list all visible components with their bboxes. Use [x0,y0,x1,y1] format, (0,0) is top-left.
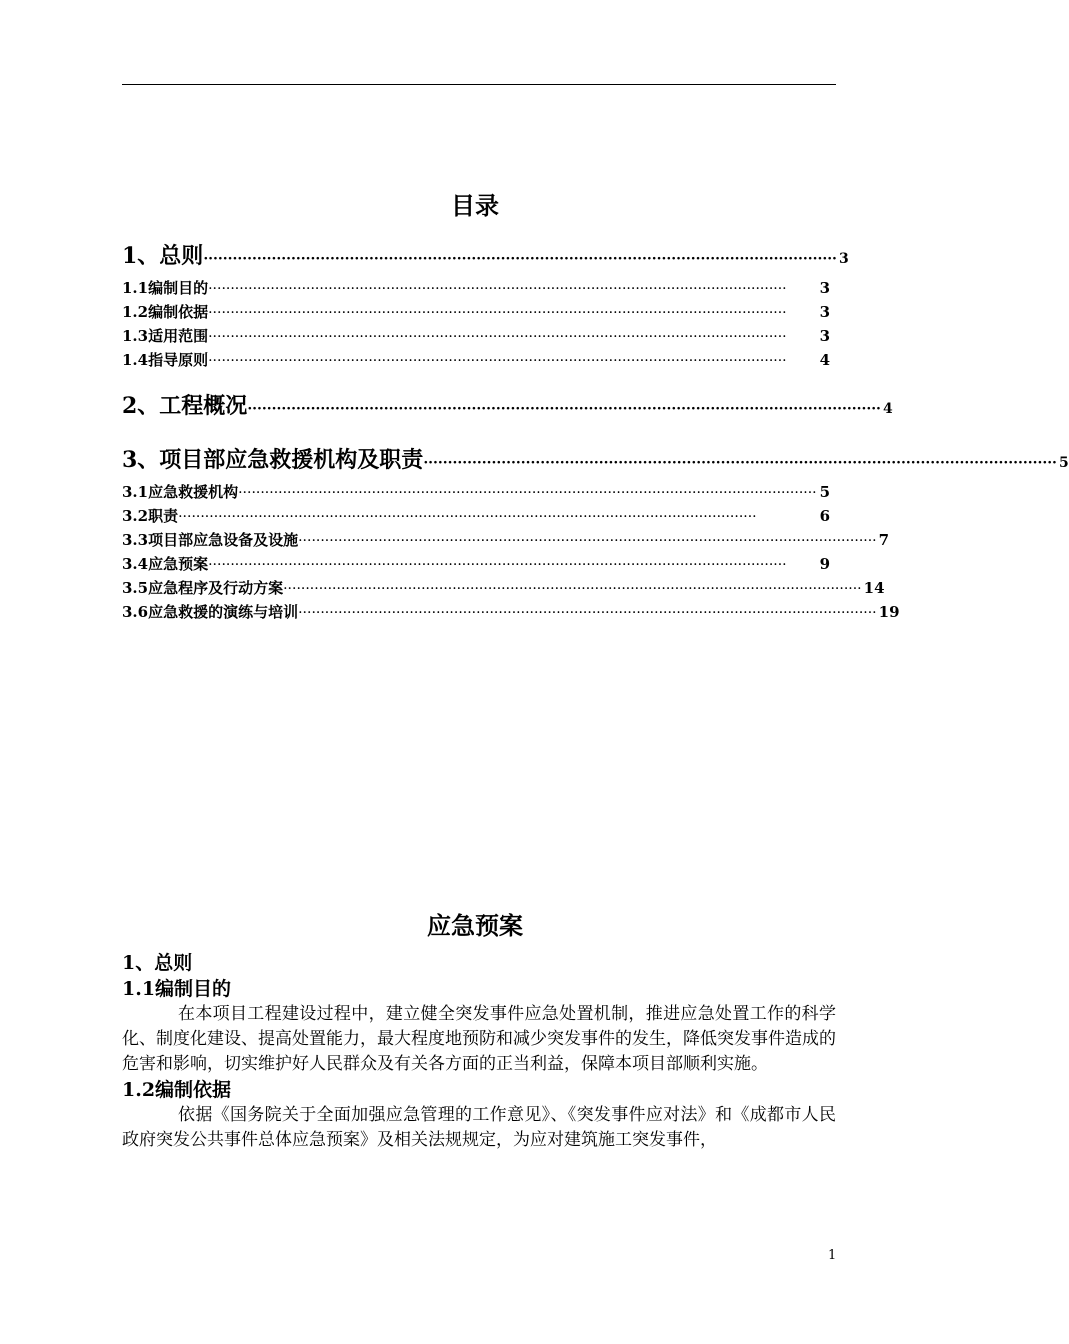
document-title: 应急预案 [427,911,523,940]
table-of-contents [122,232,1069,624]
toc-title: 目录 [451,191,499,220]
toc-leader: ·································································································································· [247,401,881,417]
toc-entry-label: 3.4应急预案 [122,555,209,573]
header-rule [122,84,836,85]
toc-leader: ·································································································································· [298,533,877,549]
toc-leader: ·································································································································· [208,557,787,573]
toc-entry-label: 1.2编制依据 [122,303,209,321]
toc-entry-label: 3.1应急救援机构 [122,483,239,501]
toc-entry-page: 9 [819,555,830,573]
toc-entry-page: 5 [819,483,830,501]
toc-entry-label: 1.1编制目的 [122,279,209,297]
toc-entry-page: 3 [819,279,830,297]
toc-entry[interactable] [122,552,830,576]
toc-leader: ·································································································································· [178,509,757,525]
toc-entry-page: 19 [878,603,900,621]
toc-entry-label: 3.5应急程序及行动方案 [122,579,284,597]
toc-entry[interactable] [122,276,830,300]
toc-entry[interactable] [122,236,849,276]
paragraph: 依据《国务院关于全面加强应急管理的工作意见》、《突发事件应对法》和《成都市人民政府突发公共事件总体应急预案》及相关法规规定，为应对建筑施工突发事件， [122,1105,836,1150]
toc-entry-page: 3 [819,303,830,321]
toc-entry-label: 3.3项目部应急设备及设施 [122,531,299,549]
toc-entry-page: 3 [838,251,849,267]
toc-leader: ·································································································································· [298,605,877,621]
toc-leader: ·································································································································· [208,329,787,345]
toc-entry[interactable] [122,440,1069,480]
toc-entry-page: 4 [882,401,893,417]
toc-entry[interactable] [122,504,830,528]
toc-entry[interactable] [122,348,830,372]
toc-leader: ·································································································································· [208,305,787,321]
toc-leader: ·································································································································· [203,251,837,267]
subsection-heading: 1.1编制目的 [122,978,232,1000]
toc-leader: ·································································································································· [208,281,787,297]
toc-entry-label: 1.4指导原则 [122,351,209,369]
paragraph: 在本项目工程建设过程中，建立健全突发事件应急处置机制，推进应急处置工作的科学化、制度化建设、提高处置能力，最大程度地预防和减少突发事件的发生，降低突发事件造成的危害和影响，切实维护好人民群众及有关各方面的正当利益，保障本项目部顺利实施。 [122,1004,836,1074]
toc-leader: ·································································································································· [423,455,1057,471]
toc-entry-page: 14 [863,579,885,597]
toc-entry-page: 3 [819,327,830,345]
toc-entry[interactable] [122,300,830,324]
subsection-heading: 1.2编制依据 [122,1079,232,1101]
toc-leader: ·································································································································· [208,353,787,369]
toc-entry-page: 4 [819,351,830,369]
toc-leader: ·································································································································· [283,581,862,597]
toc-entry-label: 2、工程概况 [122,393,248,419]
toc-entry-label: 1.3适用范围 [122,327,209,345]
toc-leader: ·································································································································· [238,485,817,501]
document-body [122,950,836,1153]
toc-entry-label: 3.6应急救援的演练与培训 [122,603,299,621]
toc-entry-page: 7 [878,531,890,549]
toc-entry-label: 3、项目部应急救援机构及职责 [122,447,424,473]
toc-entry[interactable] [122,480,830,504]
toc-entry-page: 5 [1058,455,1069,471]
toc-entry[interactable] [122,528,890,552]
toc-entry[interactable] [122,576,885,600]
section-heading: 1、总则 [122,952,193,974]
toc-entry-label: 1、总则 [122,243,204,269]
page-number: 1 [828,1248,837,1263]
toc-entry[interactable] [122,600,900,624]
toc-entry-page: 6 [819,507,830,525]
toc-entry[interactable] [122,324,830,348]
toc-entry-label: 3.2职责 [122,507,179,525]
toc-entry[interactable] [122,386,893,426]
